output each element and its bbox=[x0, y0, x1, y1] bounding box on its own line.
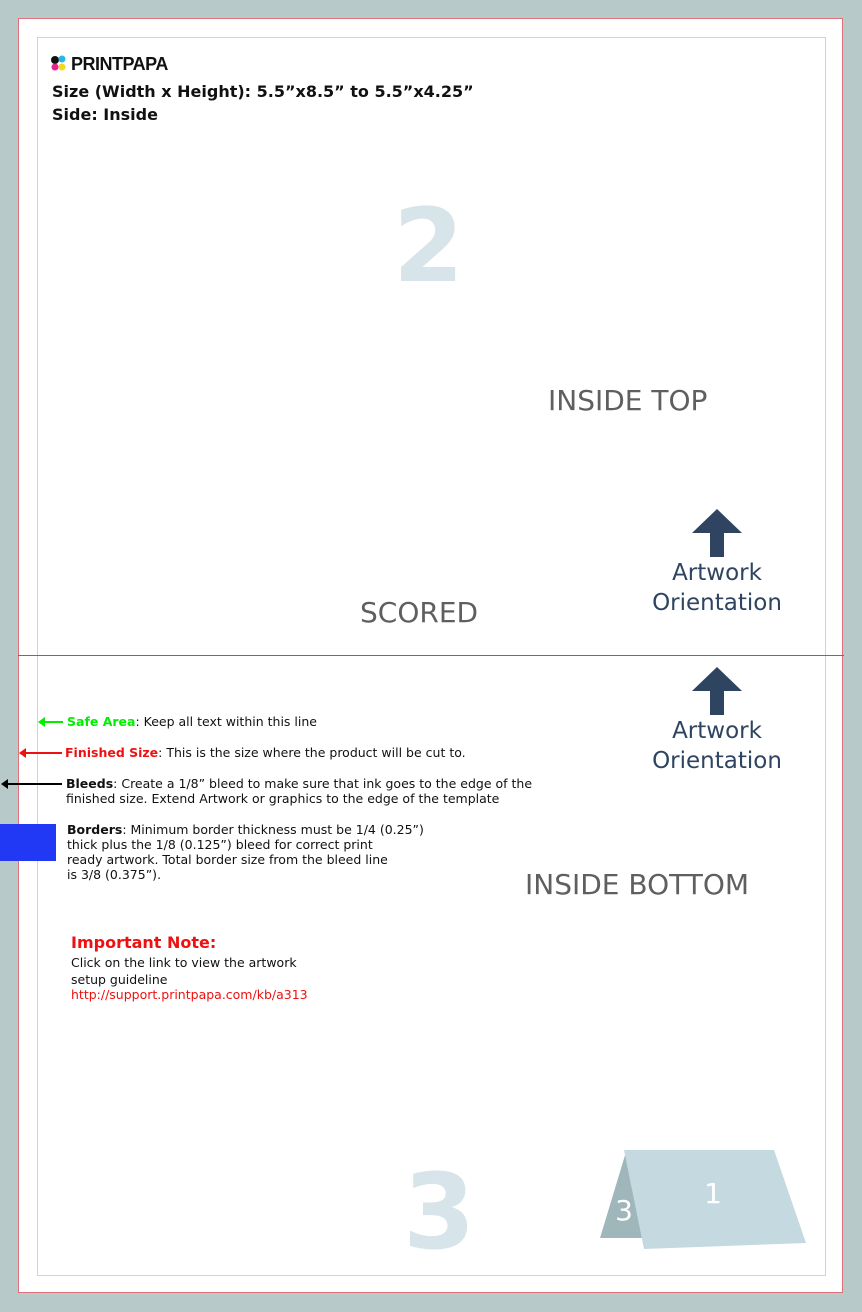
up-arrow-icon bbox=[691, 666, 743, 716]
left-arrow-icon bbox=[19, 747, 63, 759]
borders-text4: is 3/8 (0.375”). bbox=[67, 867, 162, 882]
borders-title: Borders bbox=[67, 822, 123, 837]
finished-size-title: Finished Size bbox=[65, 745, 159, 760]
bleeds-legend bbox=[66, 776, 532, 806]
finished-size-legend bbox=[65, 745, 466, 760]
important-note-title: Important Note: bbox=[71, 933, 217, 952]
side-spec: Side: Inside bbox=[52, 105, 158, 124]
borders-text2: thick plus the 1/8 (0.125”) bleed for correct print bbox=[67, 837, 373, 852]
panel-number-bottom: 3 bbox=[403, 1151, 476, 1273]
orientation-line2: Orientation bbox=[652, 590, 782, 616]
bleeds-text2: finished size. Extend Artwork or graphics to the edge of the template bbox=[66, 791, 500, 806]
tent-card-icon bbox=[598, 1148, 808, 1252]
printpapa-logo-icon bbox=[49, 54, 69, 74]
safe-area-legend bbox=[67, 714, 317, 729]
important-note-body bbox=[71, 954, 331, 988]
safe-area-text: : Keep all text within this line bbox=[135, 714, 317, 729]
score-line bbox=[18, 655, 844, 656]
tent-back-label: 3 bbox=[615, 1194, 633, 1227]
note-line2: setup guideline bbox=[71, 972, 168, 987]
inside-top-label: INSIDE TOP bbox=[548, 384, 708, 417]
size-spec: Size (Width x Height): 5.5”x8.5” to 5.5”x4.25” bbox=[52, 82, 474, 101]
guideline-link[interactable]: http://support.printpapa.com/kb/a313 bbox=[71, 987, 308, 1002]
tent-front-label: 1 bbox=[704, 1177, 722, 1210]
printpapa-logo bbox=[49, 53, 168, 75]
up-arrow-icon bbox=[691, 508, 743, 558]
safe-area-title: Safe Area bbox=[67, 714, 136, 729]
borders-legend bbox=[67, 822, 424, 882]
artwork-orientation-bottom bbox=[637, 666, 797, 776]
panel-number-top: 2 bbox=[393, 187, 464, 306]
left-arrow-icon bbox=[1, 778, 63, 790]
border-swatch bbox=[0, 824, 56, 861]
orientation-line1: Artwork bbox=[672, 560, 762, 586]
orientation-line2: Orientation bbox=[652, 748, 782, 774]
borders-text3: ready artwork. Total border size from the bleed line bbox=[67, 852, 388, 867]
finished-size-text: : This is the size where the product will be cut to. bbox=[158, 745, 466, 760]
logo-text: PRINTPAPA bbox=[71, 53, 168, 74]
left-arrow-icon bbox=[38, 716, 64, 728]
bleeds-title: Bleeds bbox=[66, 776, 114, 791]
scored-label: SCORED bbox=[360, 596, 479, 629]
inside-bottom-label: INSIDE BOTTOM bbox=[525, 868, 750, 901]
bleeds-text1: : Create a 1/8” bleed to make sure that ink goes to the edge of the bbox=[113, 776, 533, 791]
note-line1: Click on the link to view the artwork bbox=[71, 955, 297, 970]
borders-text1: : Minimum border thickness must be 1/4 (0.25”) bbox=[122, 822, 424, 837]
artwork-orientation-top bbox=[637, 508, 797, 618]
orientation-line1: Artwork bbox=[672, 718, 762, 744]
